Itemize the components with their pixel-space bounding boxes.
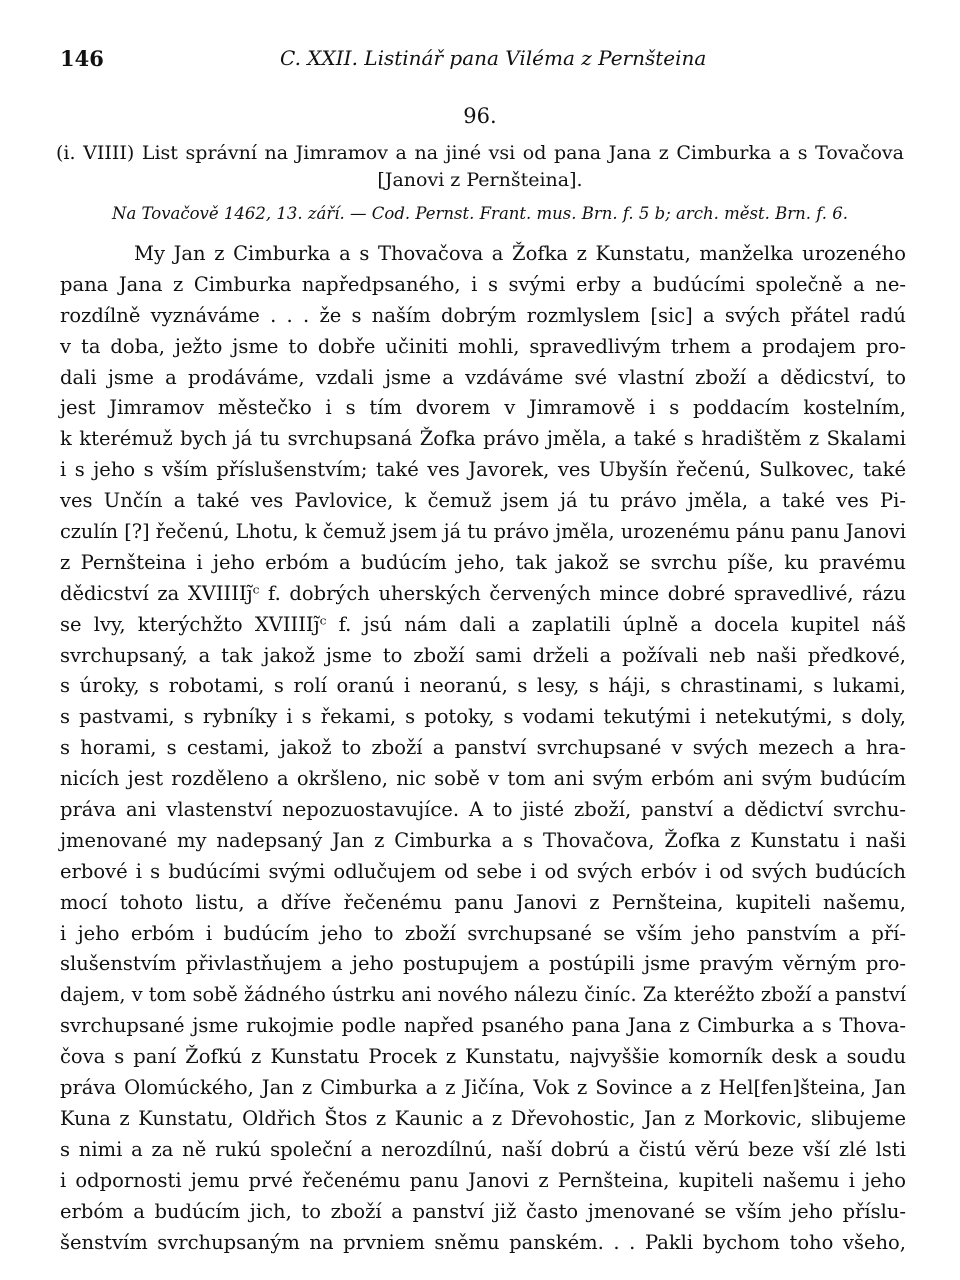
body-text-line: erbové i s budúcími svými odlučujem od sebe i od svých erbóv i od svých budúcích — [60, 859, 906, 883]
body-text-line: i odpornosti jemu prvé řečenému panu Janovi z Pernšteina, kupiteli našemu i jeho — [60, 1168, 906, 1192]
body-text-line: práva ani vlastenství nepozuostavujíce. A to jisté zboží, panství a dědictví svrchu- — [60, 798, 906, 822]
document-title-line: (i. VIIII) List správní na Jimramov a na jiné vsi od pana Jana z Cimburka a s Tovačova — [56, 142, 904, 164]
body-text-line: práva Olomúckého, Jan z Cimburka a z Jičína, Vok z Sovince a z Hel[fen]šteina, Jan — [60, 1076, 906, 1100]
source-citation: Na Tovačově 1462, 13. září. — Cod. Pernst. Frant. mus. Brn. f. 5 b; arch. měst. Brn. f. 6. — [112, 204, 848, 223]
body-text-line: My Jan z Cimburka a s Thovačova a Žofka z Kunstatu, manželka urozeného — [134, 242, 906, 265]
body-text-line: s nimi a za ně rukú společní a nerozdílnú, naší dobrú a čistú věrú beze vší zlé lsti — [60, 1137, 906, 1161]
page-number: 146 — [60, 46, 104, 71]
body-text-line: pana Jana z Cimburka napředpsaného, i s svými erby a budúcími společně a ne- — [60, 272, 906, 296]
body-text-line: se lvy, kterýchžto XVIIIIȷ̃ᶜ f. jsú nám dali a zaplatili úplně a docela kupitel náš — [60, 612, 906, 636]
document-title — [56, 140, 904, 194]
body-text-line: k kterémuž bych já tu svrchupsaná Žofka právo jměla, a také s hradištěm z Skalami — [60, 427, 906, 451]
body-text-line: i s jeho s vším příslušenstvím; také ves Javorek, ves Ubyšín řečenú, Sulkovec, také — [60, 458, 906, 482]
body-text-line: Kuna z Kunstatu, Oldřich Štos z Kaunic a z Dřevohostic, Jan z Morkovic, slibujeme — [60, 1106, 906, 1130]
body-text-line: dajem, v tom sobě žádného ústrku ani nového nálezu činíc. Za kteréžto zboží a panství — [60, 983, 906, 1007]
body-text-line: czulín [?] řečenú, Lhotu, k čemuž jsem já tu právo jměla, urozenému pánu panu Janovi — [60, 520, 906, 544]
body-text-line: z Pernšteina i jeho erbóm a budúcím jeho, tak jakož se svrchu píše, ku pravému — [60, 550, 906, 574]
body-text-line: nicích jest rozděleno a okršleno, nic sobě v tom ani svým erbóm ani svým budúcím — [60, 767, 906, 791]
document-body — [60, 239, 906, 1258]
body-text-line: dali jsme a prodáváme, vzdali jsme a vzdáváme své vlastní zboží a dědicství, to — [60, 365, 906, 389]
body-text-line: s horami, s cestami, jakož to zboží a panství svrchupsané v svých mezech a hra- — [60, 736, 906, 760]
body-text-line: svrchupsané jsme rukojmie podle napřed psaného pana Jana z Cimburka a s Thova- — [60, 1014, 906, 1038]
body-text-line: čova s paní Žofkú z Kunstatu Procek z Kunstatu, najvyššie komorník desk a soudu — [60, 1045, 906, 1069]
body-text-line: erbóm a budúcím jich, to zboží a panství již často jmenované se vším jeho příslu- — [60, 1199, 906, 1223]
body-text-line: šenstvím svrchupsaným na prvniem sněmu panském. . . Pakli bychom toho všeho, — [60, 1230, 906, 1254]
body-text-line: i jeho erbóm i budúcím jeho to zboží svrchupsané se vším jeho panstvím a pří- — [60, 921, 906, 945]
body-text-line: ves Unčín a také ves Pavlovice, k čemuž jsem já tu právo jměla, a také ves Pi- — [60, 489, 906, 513]
body-text-line: jmenované my nadepsaný Jan z Cimburka a s Thovačova, Žofka z Kunstatu i naši — [60, 828, 906, 852]
document-title-line: [Janovi z Pernšteina]. — [377, 169, 583, 191]
document-number: 96. — [463, 104, 497, 128]
body-text-line: s pastvami, s rybníky i s řekami, s potoky, s vodami tekutými i netekutými, s doly, — [60, 705, 906, 729]
body-text-line: dědicství za XVIIIIȷ̃ᶜ f. dobrých uherských červených mince dobré spravedlivé, rázu — [60, 581, 906, 605]
body-text-line: jest Jimramov městečko i s tím dvorem v Jimramově i s poddacím kostelním, — [60, 396, 906, 420]
body-text-line: mocí tohoto listu, a dříve řečenému panu Janovi z Pernšteina, kupiteli našemu, — [60, 890, 906, 914]
body-text-line: v ta doba, ježto jsme to dobře učiniti mohli, spravedlivým trhem a prodajem pro- — [60, 334, 906, 358]
body-text-line: s úroky, s robotami, s rolí oranú i neoranú, s lesy, s háji, s chrastinami, s lukami, — [60, 674, 906, 698]
page-header — [60, 46, 900, 76]
running-head: C. XXII. Listinář pana Viléma z Pernšteina — [280, 46, 707, 70]
body-text-line: rozdílně vyznáváme . . . že s naším dobrým rozmlyslem [sic] a svých přátel radú — [60, 303, 906, 327]
body-text-line: svrchupsaný, a tak jakož jsme to zboží sami drželi a požívali neb naši předkové, — [60, 643, 906, 667]
body-text-line: slušenstvím přivlastňujem a jeho postupujem a postúpili jsme pravým věrným pro- — [60, 952, 906, 976]
